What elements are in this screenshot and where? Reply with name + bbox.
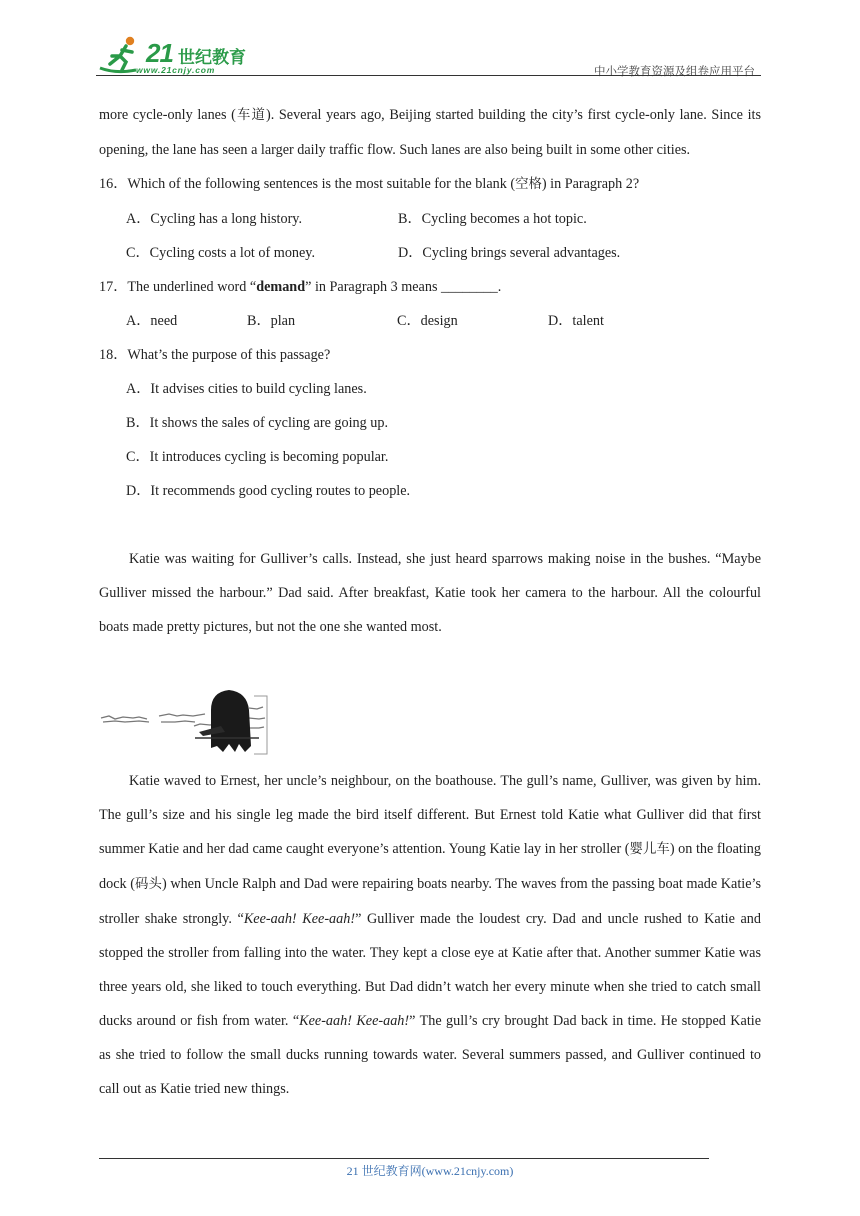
footer-link[interactable]: 21 世纪教育网(www.21cnjy.com): [346, 1164, 514, 1178]
option-18d[interactable]: D．It recommends good cycling routes to people.: [126, 483, 411, 499]
text-run: ) in Paragraph 2?: [541, 176, 640, 192]
logo-chinese: 世纪教育: [178, 48, 246, 68]
text-run: ” in Paragraph 3 means ________.: [305, 279, 502, 295]
illustration-area: [99, 644, 761, 764]
passage2-paragraph2: [99, 764, 761, 1106]
option-18c[interactable]: C．It introduces cycling is becoming popular.: [126, 449, 389, 465]
text-run: ). Several years ago, Beijing started building the city’s first cycle-only lane. Since its opening, the lane has seen a larger daily traffic flow. Such lanes are also being built in some other cities.: [99, 107, 762, 158]
question-16-stem: [99, 167, 761, 202]
footer-divider: [99, 1158, 709, 1159]
underlined-word: demand: [256, 279, 306, 295]
question-17-options: [99, 304, 761, 338]
text-run: 16．Which of the following sentences is the most suitable for the blank (: [99, 176, 516, 192]
chinese-gloss: 车道: [235, 108, 266, 123]
option-16d[interactable]: D．Cycling brings several advantages.: [398, 245, 621, 261]
gull-cry: Kee-aah! Kee-aah!: [299, 1013, 410, 1029]
option-17b[interactable]: B．plan: [247, 313, 296, 329]
document-body: [99, 98, 761, 1106]
question-17-stem: [99, 270, 761, 304]
text-run: Katie waved to Ernest, her uncle’s neighbour, on the boathouse. The gull’s name, Gulliver, was given by him. The gull’s size and his single leg made the bird itself different. But Ernest told Katie what Gulliver did that first summer Katie and her dad came caught everyone’s attention. Young Katie lay in her stroller (: [99, 773, 761, 857]
chinese-gloss: 码头: [134, 877, 162, 892]
chinese-gloss: 空格: [515, 177, 542, 192]
spacer: [99, 508, 761, 542]
question-18-stem: 18．What’s the purpose of this passage?: [99, 347, 331, 363]
logo-url: www.21cnjy.com: [136, 65, 216, 75]
text-run: ” Gulliver made the loudest cry. Dad and uncle rushed to Katie and stopped the stroller from falling into the water. They kept a close eye at Katie after that. Another summer Katie was three years old, she liked to touch everything. But Dad didn’t watch her every minute when she tried to catch small ducks around or fish from water. “: [99, 911, 761, 1029]
text-run: ) on the floating dock (: [99, 841, 761, 892]
question-16-options-row1: [99, 202, 761, 236]
gull-cry: Kee-aah! Kee-aah!: [243, 911, 356, 927]
text-run: 17．The underlined word “: [99, 279, 257, 295]
option-18b[interactable]: B．It shows the sales of cycling are going up.: [126, 415, 389, 431]
option-17a[interactable]: A．need: [126, 313, 178, 329]
platform-label: 中小学教育资源及组卷应用平台: [594, 64, 755, 78]
site-logo[interactable]: [96, 34, 266, 76]
text-run: ) when Uncle Ralph and Dad were repairing boats nearby. The waves from the passing boat made Katie’s stroller shake strongly. “: [99, 876, 761, 927]
option-16b[interactable]: B．Cycling becomes a hot topic.: [398, 211, 587, 227]
passage2-paragraph1: Katie was waiting for Gulliver’s calls. Instead, she just heard sparrows making noise in the bushes. “Maybe Gulliver missed the harbour.” Dad said. After breakfast, Katie took her camera to the harbour. All the colourful boats made pretty pictures, but not the one she wanted most.: [99, 551, 761, 635]
logo-number: 21: [146, 38, 173, 68]
chinese-gloss: 婴儿车: [629, 842, 670, 857]
option-17c[interactable]: C．design: [397, 313, 458, 329]
text-run: more cycle-only lanes (: [99, 107, 236, 123]
passage1-tail: [99, 98, 761, 167]
option-17d[interactable]: D．talent: [548, 313, 604, 329]
text-run: ” The gull’s cry brought Dad back in time. He stopped Katie as she tried to follow the small ducks running towards water. Several summers passed, and Gulliver continued to call out as Katie tried new things.: [99, 1013, 762, 1097]
option-18a[interactable]: A．It advises cities to build cycling lanes.: [126, 381, 367, 397]
question-16-options-row2: [99, 236, 761, 270]
page-header: [96, 34, 761, 78]
gull-illustration: [99, 688, 269, 760]
header-divider: [96, 75, 761, 76]
option-16a[interactable]: A．Cycling has a long history.: [126, 211, 303, 227]
option-16c[interactable]: C．Cycling costs a lot of money.: [126, 245, 316, 261]
